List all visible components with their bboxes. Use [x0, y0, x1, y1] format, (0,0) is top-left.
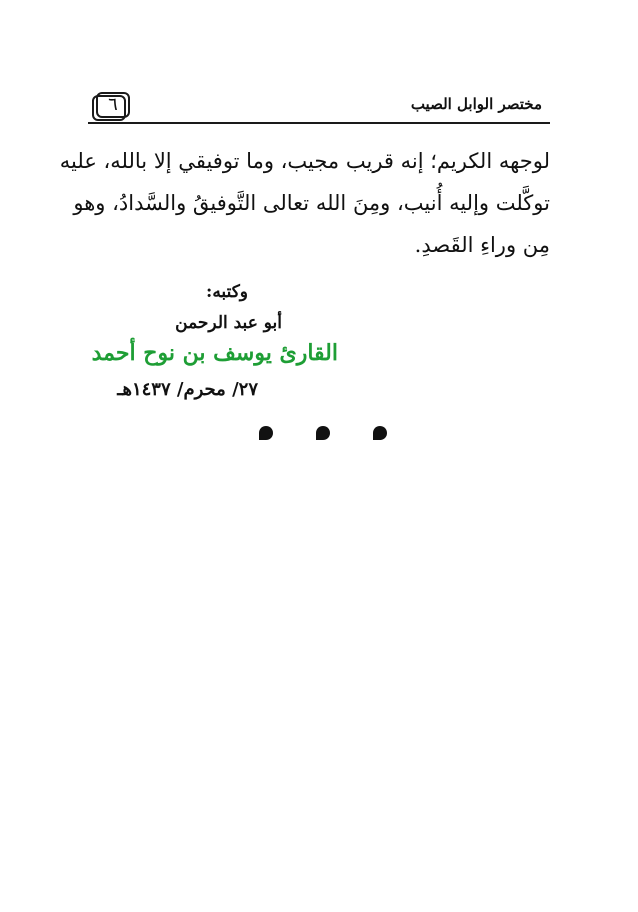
- ornament-icon: [372, 425, 388, 441]
- author-kunya: أبو عبد الرحمن: [175, 313, 282, 333]
- ornament-divider: [258, 425, 388, 445]
- body-line: توكَّلت وإليه أُنيب، ومِنَ الله تعالى التَّوفيقُ والسَّدادُ، وهو: [73, 191, 550, 215]
- header-rule: [88, 122, 550, 124]
- page-number: ٦: [96, 92, 130, 118]
- body-line: لوجهه الكريم؛ إنه قريب مجيب، وما توفيقي إلا بالله، عليه: [59, 149, 550, 173]
- signature-date: ٢٧/ محرم/ ١٤٣٧هـ: [117, 379, 258, 400]
- body-paragraph: [59, 140, 550, 266]
- author-name: القارئ يوسف بن نوح أحمد: [91, 340, 338, 366]
- body-line: مِن وراءِ القَصدِ.: [414, 233, 550, 257]
- ornament-icon: [315, 425, 331, 441]
- ornament-icon: [258, 425, 274, 441]
- written-by-label: وكتبه:: [206, 282, 248, 302]
- page-header: [88, 92, 550, 122]
- book-title: مختصر الوابل الصيب: [410, 95, 542, 113]
